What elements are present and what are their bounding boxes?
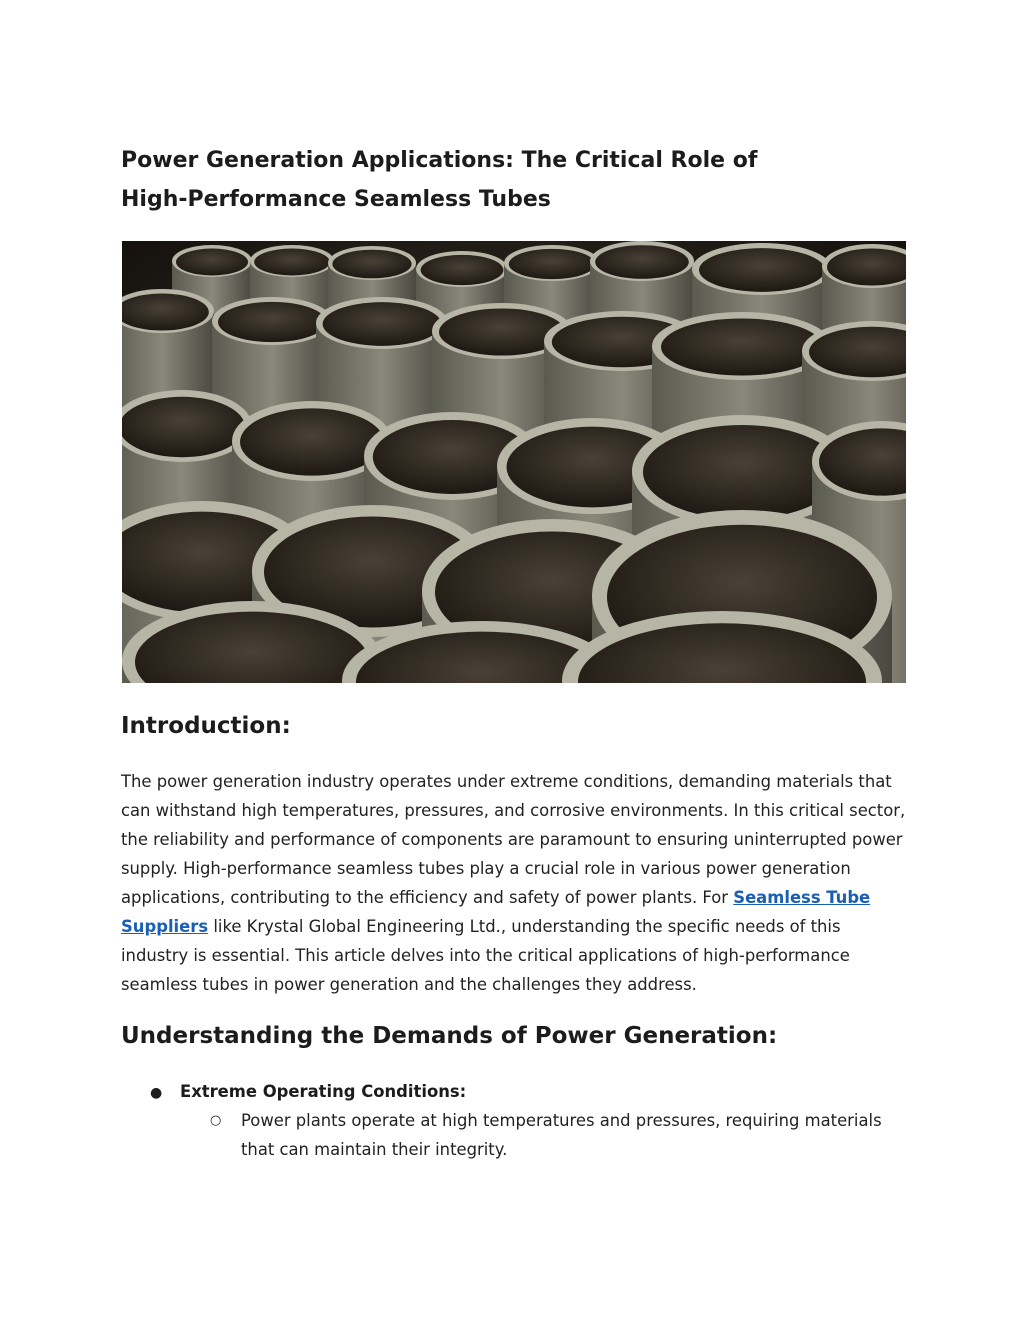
sub-bullet-circle-icon: ○ <box>210 1113 222 1128</box>
intro-line: supply. High-performance seamless tubes play a crucial role in various power generation <box>121 859 851 878</box>
bullet-dot-icon: ● <box>150 1085 163 1101</box>
intro-line: can withstand high temperatures, pressures, and corrosive environments. In this critical sector, <box>121 801 906 820</box>
intro-line-text: like Krystal Global Engineering Ltd., understanding the specific needs of this <box>208 917 841 936</box>
intro-line: industry is essential. This article delves into the critical applications of high-performance <box>121 946 850 965</box>
intro-line: seamless tubes in power generation and the challenges they address. <box>121 975 697 994</box>
page-title-line-1: Power Generation Applications: The Critical Role of <box>121 148 758 173</box>
demands-heading: Understanding the Demands of Power Generation: <box>121 1023 778 1049</box>
page-title-line-2: High-Performance Seamless Tubes <box>121 187 551 212</box>
bullet-item <box>150 1077 466 1108</box>
bullet-label: Extreme Operating Conditions: <box>180 1082 467 1101</box>
tube-pattern <box>122 241 906 683</box>
intro-line: the reliability and performance of components are paramount to ensuring uninterrupted power <box>121 830 903 849</box>
intro-line-with-link <box>121 883 911 912</box>
sub-bullet-line: Power plants operate at high temperatures and pressures, requiring materials <box>241 1111 882 1130</box>
sub-bullet-text <box>241 1106 901 1164</box>
page-title <box>121 141 841 219</box>
seamless-tube-suppliers-link-continued[interactable]: Suppliers <box>121 917 209 936</box>
introduction-heading: Introduction: <box>121 713 291 739</box>
hero-image-seamless-tubes <box>122 241 906 683</box>
introduction-paragraph <box>121 767 911 999</box>
intro-line: The power generation industry operates under extreme conditions, demanding materials that <box>121 772 892 791</box>
intro-line-text: applications, contributing to the efficiency and safety of power plants. For <box>121 888 734 907</box>
intro-line-with-link <box>121 912 911 941</box>
seamless-tube-suppliers-link[interactable]: Seamless Tube <box>733 888 871 907</box>
sub-bullet-line: that can maintain their integrity. <box>241 1140 508 1159</box>
